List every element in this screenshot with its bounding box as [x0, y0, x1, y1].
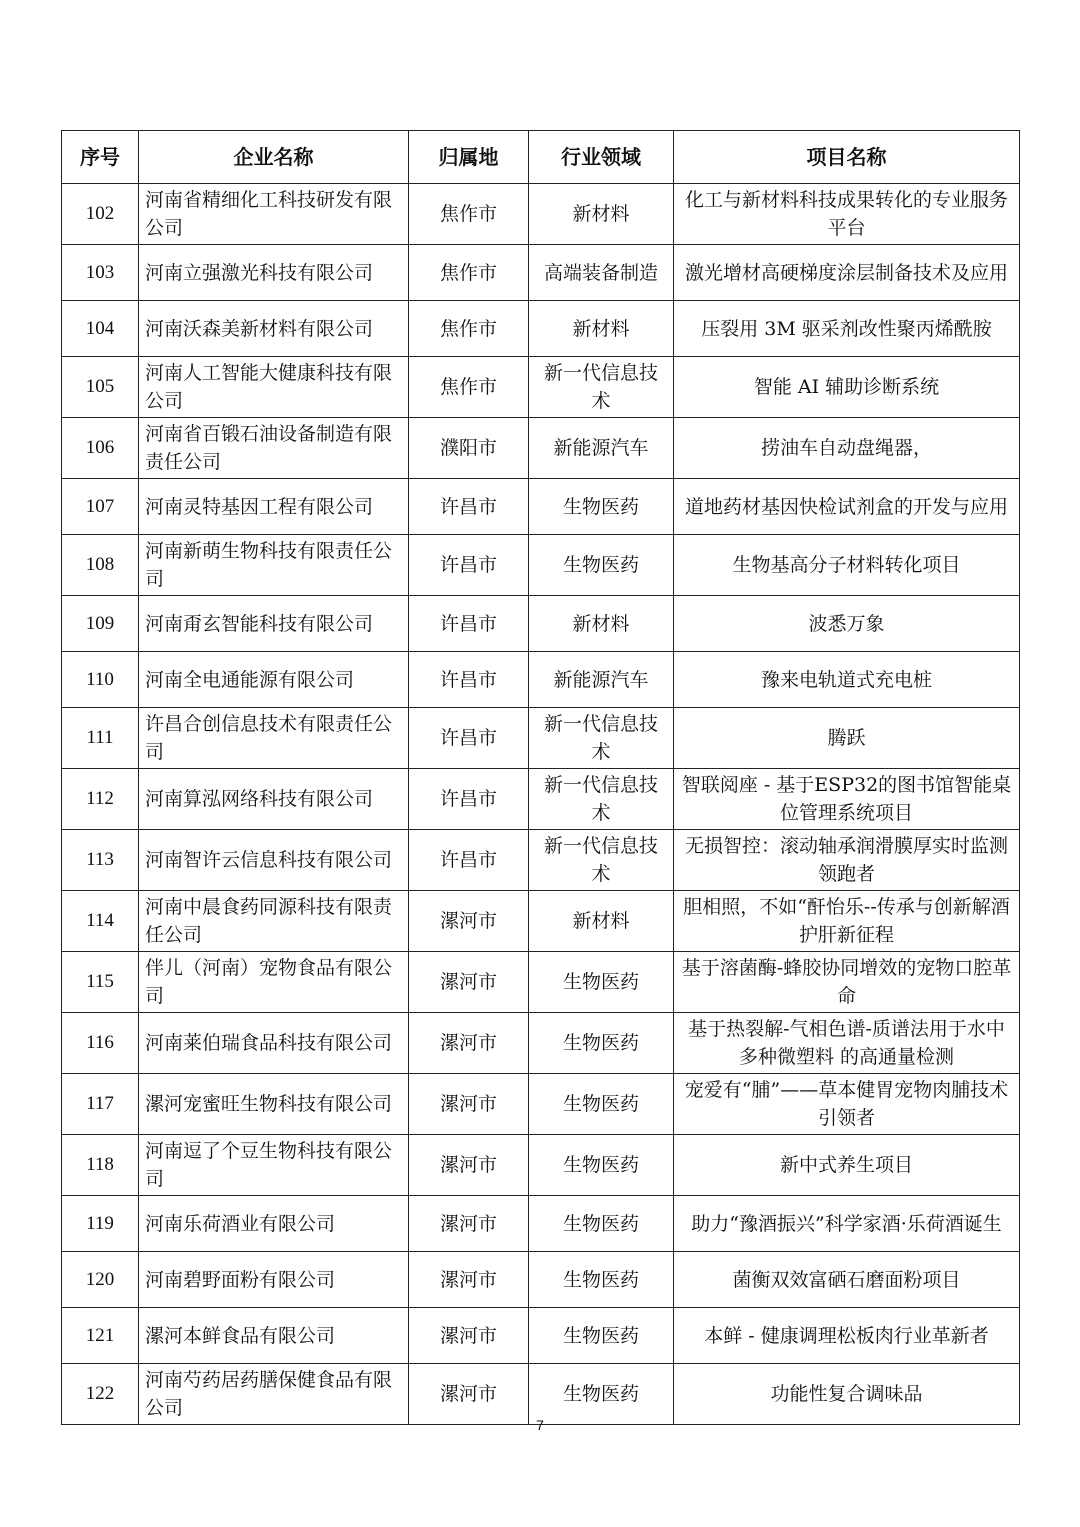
cell-serial-number: 110: [62, 652, 139, 708]
table-row: [62, 479, 1020, 535]
cell-location: 漯河市: [409, 1196, 529, 1252]
cell-industry: 新能源汽车: [529, 652, 674, 708]
cell-location: 许昌市: [409, 535, 529, 596]
table-row: [62, 708, 1020, 769]
cell-industry: 生物医药: [529, 479, 674, 535]
cell-serial-number: 107: [62, 479, 139, 535]
table-row: [62, 891, 1020, 952]
cell-serial-number: 113: [62, 830, 139, 891]
cell-location: 许昌市: [409, 830, 529, 891]
cell-location: 许昌市: [409, 769, 529, 830]
cell-serial-number: 115: [62, 952, 139, 1013]
cell-location: 焦作市: [409, 184, 529, 245]
header-serial-number: 序号: [62, 131, 139, 184]
cell-project-name: 化工与新材料科技成果转化的专业服务平台: [674, 184, 1020, 245]
header-company-name: 企业名称: [139, 131, 409, 184]
cell-company-name: 河南立强激光科技有限公司: [139, 245, 409, 301]
table-body: [62, 184, 1020, 1425]
cell-company-name: 河南省精细化工科技研发有限公司: [139, 184, 409, 245]
table-row: [62, 952, 1020, 1013]
cell-location: 许昌市: [409, 596, 529, 652]
cell-serial-number: 105: [62, 357, 139, 418]
cell-project-name: 波悉万象: [674, 596, 1020, 652]
cell-industry: 生物医药: [529, 1196, 674, 1252]
page-number: 7: [536, 1417, 544, 1433]
table-header-row: [62, 131, 1020, 184]
table-row: [62, 1308, 1020, 1364]
cell-company-name: 河南人工智能大健康科技有限公司: [139, 357, 409, 418]
cell-industry: 高端装备制造: [529, 245, 674, 301]
cell-location: 漯河市: [409, 891, 529, 952]
cell-company-name: 河南全电通能源有限公司: [139, 652, 409, 708]
cell-project-name: 豫来电轨道式充电桩: [674, 652, 1020, 708]
cell-industry: 生物医药: [529, 1074, 674, 1135]
cell-industry: 新材料: [529, 184, 674, 245]
cell-company-name: 河南沃森美新材料有限公司: [139, 301, 409, 357]
project-table: [61, 130, 1020, 1425]
table-row: [62, 1013, 1020, 1074]
cell-company-name: 许昌合创信息技术有限责任公司: [139, 708, 409, 769]
table-row: [62, 652, 1020, 708]
cell-industry: 生物医药: [529, 535, 674, 596]
cell-industry: 生物医药: [529, 1013, 674, 1074]
cell-location: 许昌市: [409, 652, 529, 708]
cell-company-name: 河南中晨食药同源科技有限责任公司: [139, 891, 409, 952]
cell-project-name: 宠爱有“脯”——草本健胃宠物肉脯技术引领者: [674, 1074, 1020, 1135]
table-row: [62, 1252, 1020, 1308]
cell-company-name: 河南灵特基因工程有限公司: [139, 479, 409, 535]
cell-project-name: 胆相照，不如“酐怡乐--传承与创新解酒护肝新征程: [674, 891, 1020, 952]
cell-company-name: 伴儿（河南）宠物食品有限公司: [139, 952, 409, 1013]
table-row: [62, 1135, 1020, 1196]
cell-project-name: 新中式养生项目: [674, 1135, 1020, 1196]
cell-industry: 生物医药: [529, 1135, 674, 1196]
cell-serial-number: 106: [62, 418, 139, 479]
cell-location: 焦作市: [409, 357, 529, 418]
cell-company-name: 河南甭玄智能科技有限公司: [139, 596, 409, 652]
cell-serial-number: 122: [62, 1364, 139, 1425]
cell-location: 漯河市: [409, 1013, 529, 1074]
cell-project-name: 功能性复合调味品: [674, 1364, 1020, 1425]
cell-project-name: 腾跃: [674, 708, 1020, 769]
cell-industry: 生物医药: [529, 1308, 674, 1364]
cell-serial-number: 103: [62, 245, 139, 301]
table-row: [62, 1074, 1020, 1135]
cell-location: 许昌市: [409, 479, 529, 535]
cell-serial-number: 112: [62, 769, 139, 830]
cell-location: 漯河市: [409, 1135, 529, 1196]
cell-location: 焦作市: [409, 301, 529, 357]
cell-project-name: 智联阅座 - 基于ESP32的图书馆智能桌位管理系统项目: [674, 769, 1020, 830]
cell-company-name: 漯河宠蜜旺生物科技有限公司: [139, 1074, 409, 1135]
cell-industry: 新一代信息技术: [529, 357, 674, 418]
cell-company-name: 河南算泓网络科技有限公司: [139, 769, 409, 830]
cell-location: 焦作市: [409, 245, 529, 301]
table-row: [62, 301, 1020, 357]
table-row: [62, 596, 1020, 652]
cell-serial-number: 109: [62, 596, 139, 652]
cell-serial-number: 119: [62, 1196, 139, 1252]
cell-project-name: 基于热裂解-气相色谱-质谱法用于水中多种微塑料 的高通量检测: [674, 1013, 1020, 1074]
table-row: [62, 357, 1020, 418]
cell-industry: 新材料: [529, 301, 674, 357]
cell-company-name: 河南智许云信息科技有限公司: [139, 830, 409, 891]
table-row: [62, 184, 1020, 245]
cell-company-name: 河南逗了个豆生物科技有限公司: [139, 1135, 409, 1196]
cell-location: 漯河市: [409, 1364, 529, 1425]
header-industry: 行业领域: [529, 131, 674, 184]
cell-project-name: 智能 AI 辅助诊断系统: [674, 357, 1020, 418]
cell-company-name: 河南新萌生物科技有限责任公司: [139, 535, 409, 596]
cell-project-name: 生物基高分子材料转化项目: [674, 535, 1020, 596]
cell-serial-number: 121: [62, 1308, 139, 1364]
cell-serial-number: 117: [62, 1074, 139, 1135]
cell-project-name: 捞油车自动盘绳器，: [674, 418, 1020, 479]
cell-location: 漯河市: [409, 1308, 529, 1364]
cell-industry: 生物医药: [529, 1364, 674, 1425]
cell-project-name: 基于溶菌酶-蜂胶协同增效的宠物口腔革命: [674, 952, 1020, 1013]
cell-serial-number: 114: [62, 891, 139, 952]
header-location: 归属地: [409, 131, 529, 184]
cell-project-name: 激光增材高硬梯度涂层制备技术及应用: [674, 245, 1020, 301]
cell-location: 漯河市: [409, 952, 529, 1013]
cell-serial-number: 104: [62, 301, 139, 357]
header-project-name: 项目名称: [674, 131, 1020, 184]
cell-serial-number: 102: [62, 184, 139, 245]
cell-industry: 新一代信息技术: [529, 769, 674, 830]
cell-serial-number: 118: [62, 1135, 139, 1196]
cell-company-name: 河南莱伯瑞食品科技有限公司: [139, 1013, 409, 1074]
table-row: [62, 1196, 1020, 1252]
cell-industry: 新材料: [529, 891, 674, 952]
table-row: [62, 1364, 1020, 1425]
cell-project-name: 菌衡双效富硒石磨面粉项目: [674, 1252, 1020, 1308]
table-row: [62, 535, 1020, 596]
cell-industry: 新能源汽车: [529, 418, 674, 479]
cell-company-name: 漯河本鲜食品有限公司: [139, 1308, 409, 1364]
table-row: [62, 830, 1020, 891]
cell-industry: 新材料: [529, 596, 674, 652]
cell-location: 漯河市: [409, 1252, 529, 1308]
cell-industry: 新一代信息技术: [529, 708, 674, 769]
table-row: [62, 245, 1020, 301]
cell-company-name: 河南芍药居药膳保健食品有限公司: [139, 1364, 409, 1425]
cell-location: 濮阳市: [409, 418, 529, 479]
cell-company-name: 河南碧野面粉有限公司: [139, 1252, 409, 1308]
cell-project-name: 助力“豫酒振兴”科学家酒·乐荷酒诞生: [674, 1196, 1020, 1252]
cell-company-name: 河南省百锻石油设备制造有限责任公司: [139, 418, 409, 479]
cell-project-name: 无损智控：滚动轴承润滑膜厚实时监测领跑者: [674, 830, 1020, 891]
cell-project-name: 本鲜 - 健康调理松板肉行业革新者: [674, 1308, 1020, 1364]
cell-project-name: 压裂用 3M 驱采剂改性聚丙烯酰胺: [674, 301, 1020, 357]
cell-serial-number: 120: [62, 1252, 139, 1308]
cell-serial-number: 111: [62, 708, 139, 769]
cell-location: 许昌市: [409, 708, 529, 769]
cell-industry: 新一代信息技术: [529, 830, 674, 891]
table-row: [62, 418, 1020, 479]
cell-serial-number: 108: [62, 535, 139, 596]
cell-serial-number: 116: [62, 1013, 139, 1074]
cell-company-name: 河南乐荷酒业有限公司: [139, 1196, 409, 1252]
cell-project-name: 道地药材基因快检试剂盒的开发与应用: [674, 479, 1020, 535]
cell-industry: 生物医药: [529, 1252, 674, 1308]
cell-industry: 生物医药: [529, 952, 674, 1013]
cell-location: 漯河市: [409, 1074, 529, 1135]
table-row: [62, 769, 1020, 830]
